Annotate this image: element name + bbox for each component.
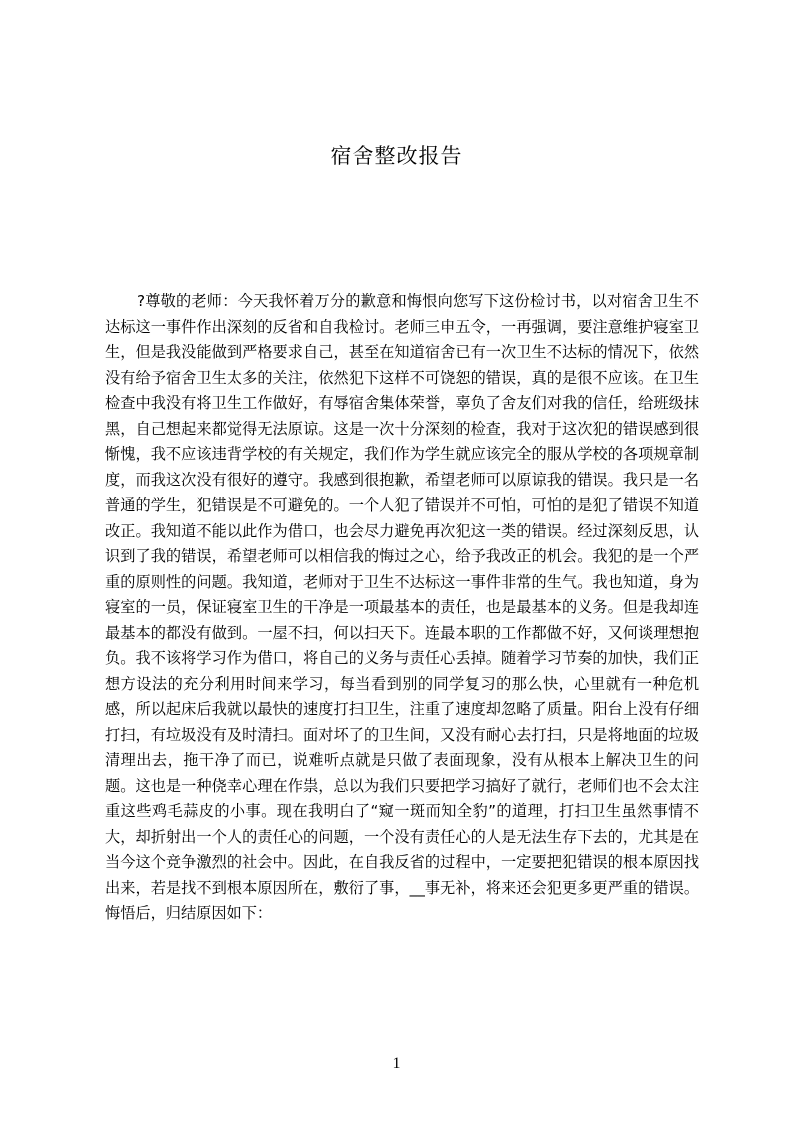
page-number: 1 [392, 1055, 401, 1072]
document-title: 宿舍整改报告 [330, 144, 463, 168]
body-paragraph: ?尊敬的老师：今天我怀着万分的歉意和悔恨向您写下这份检讨书，以对宿舍卫生不达标这一事件作出深刻的反省和自我检讨。老师三申五令，一再强调，要注意维护寝室卫生，但是我没能做到严格要求自己，甚至在知道宿舍已有一次卫生不达标的情况下，依然没有给予宿舍卫生太多的关注，依然犯下这样不可饶恕的错误，真的是很不应该。在卫生检查中我没有将卫生工作做好，有辱宿舍集体荣誉，辜负了舍友们对我的信任，给班级抹黑，自己想起来都觉得无法原谅。这是一次十分深刻的检查，我对于这次犯的错误感到很惭愧，我不应该违背学校的有关规定，我们作为学生就应该完全的服从学校的各项规章制度，而我这次没有很好的遵守。我感到很抱歉，希望老师可以原谅我的错误。我只是一名普通的学生，犯错误是不可避免的。一个人犯了错误并不可怕，可怕的是犯了错误不知道改正。我知道不能以此作为借口，也会尽力避免再次犯这一类的错误。经过深刻反思，认识到了我的错误，希望老师可以相信我的悔过之心，给予我改正的机会。我犯的是一个严重的原则性的问题。我知道，老师对于卫生不达标这一事件非常的生气。我也知道，身为寝室的一员，保证寝室卫生的干净是一项最基本的责任，也是最基本的义务。但是我却连最基本的都没有做到。一屋不扫，何以扫天下。连最本职的工作都做不好，又何谈理想抱负。我不该将学习作为借口，将自己的义务与责任心丢掉。随着学习节奏的加快，我们正想方设法的充分利用时间来学习，每当看到别的同学复习的那么快，心里就有一种危机感，所以起床后我就以最快的速度打扫卫生，注重了速度却忽略了质量。阳台上没有仔细打扫，有垃圾没有及时清扫。面对坏了的卫生间，又没有耐心去打扫，只是将地面的垃圾清理出去，拖干净了而已，说难听点就是只做了表面现象，没有从根本上解决卫生的问题。这也是一种侥幸心理在作祟，总以为我们只要把学习搞好了就行，老师们也不会太注重这些鸡毛蒜皮的小事。现在我明白了“窥一斑而知全豹”的道理，打扫卫生虽然事情不大，却折射出一个人的责任心的问题，一个没有责任心的人是无法生存下去的，尤其是在当今这个竞争激烈的社会中。因此，在自我反省的过程中，一定要把犯错误的根本原因找出来，若是找不到根本原因所在，敷衍了事，__事无补，将来还会犯更多更严重的错误。悔悟后，归结原因如下： [105, 292, 699, 922]
